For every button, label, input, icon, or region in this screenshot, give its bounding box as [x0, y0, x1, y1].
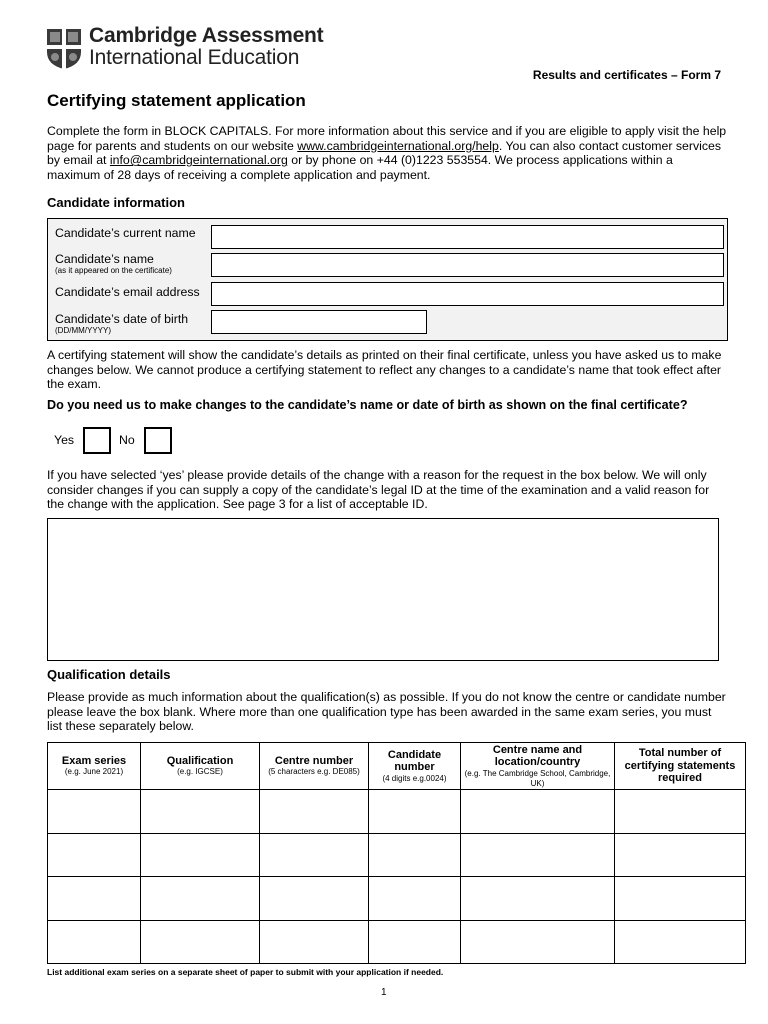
logo-line1: Cambridge Assessment [89, 24, 324, 47]
table-cell[interactable] [141, 790, 260, 834]
table-cell[interactable] [260, 790, 369, 834]
table-cell[interactable] [141, 920, 260, 964]
table-row [48, 790, 746, 834]
certificate-name-field[interactable] [211, 253, 724, 277]
table-cell[interactable] [48, 877, 141, 921]
table-row [48, 833, 746, 877]
table-cell[interactable] [461, 833, 615, 877]
yes-checkbox[interactable] [83, 427, 111, 454]
email-label: Candidate’s email address [55, 285, 200, 299]
table-row [48, 920, 746, 964]
help-link[interactable]: www.cambridgeinternational.org/help [297, 138, 499, 153]
table-cell[interactable] [48, 790, 141, 834]
table-cell[interactable] [615, 790, 746, 834]
candidate-heading: Candidate information [47, 195, 185, 210]
intro-text-1: Complete the form in BLOCK CAPITALS. For more information about this service and if you are eligible to apply visit the help page for parents and students on our website [47, 124, 727, 153]
dob-sublabel: (DD/MM/YYYY) [55, 326, 111, 335]
qualification-table [47, 742, 746, 964]
table-cell[interactable] [369, 920, 461, 964]
table-cell[interactable] [615, 920, 746, 964]
email-field[interactable] [211, 282, 724, 306]
page-title: Certifying statement application [47, 91, 306, 110]
form-reference: Results and certificates – Form 7 [532, 68, 721, 82]
qualification-heading: Qualification details [47, 667, 171, 682]
current-name-field[interactable] [211, 225, 724, 249]
name-label: Candidate’s name [55, 252, 154, 266]
cambridge-shield-icon [46, 28, 82, 70]
table-cell[interactable] [615, 833, 746, 877]
no-label: No [119, 433, 135, 447]
table-cell[interactable] [461, 790, 615, 834]
column-header: Centre name and location/country (e.g. The Cambridge School, Cambridge, UK) [461, 743, 615, 790]
table-cell[interactable] [141, 877, 260, 921]
table-header-row [48, 743, 746, 790]
qualification-note: Please provide as much information about the qualification(s) as possible. If you do not know the centre or candidate number please leave the box blank. Where more than one qualification type has been awarded in the same exam series, you must list these separately below. [47, 690, 726, 734]
table-cell[interactable] [260, 833, 369, 877]
table-cell[interactable] [615, 877, 746, 921]
table-cell[interactable] [461, 877, 615, 921]
change-details-note: If you have selected ‘yes’ please provide details of the change with a reason for the request in the box below. We will only consider changes if you can supply a copy of the candidate’s legal ID at the time of the examination and a valid reason for the change with the application. See page 3 for a list of acceptable ID. [47, 468, 710, 512]
email-link[interactable]: info@cambridgeinternational.org [109, 153, 288, 168]
no-checkbox[interactable] [144, 427, 172, 454]
column-header: Centre number (5 characters e.g. DE085) [260, 743, 369, 790]
table-row [48, 877, 746, 921]
table-cell[interactable] [141, 833, 260, 877]
current-name-label: Candidate’s current name [55, 226, 196, 240]
table-cell[interactable] [461, 920, 615, 964]
yes-label: Yes [54, 433, 75, 447]
change-question: Do you need us to make changes to the candidate’s name or date of birth as shown on the final certificate? [47, 398, 688, 412]
table-cell[interactable] [369, 790, 461, 834]
table-cell[interactable] [48, 920, 141, 964]
table-cell[interactable] [260, 877, 369, 921]
column-header: Qualification (e.g. IGCSE) [141, 743, 260, 790]
intro-paragraph [47, 124, 727, 182]
table-cell[interactable] [369, 877, 461, 921]
intro-text-2: . You can also contact customer services by email at [47, 138, 722, 168]
page-number: 1 [381, 987, 387, 998]
change-reason-textarea[interactable] [47, 518, 719, 661]
table-cell[interactable] [369, 833, 461, 877]
intro-text-3: or by phone on +44 (0)1223 553554. We process applications within a maximum of 28 days of receiving a complete application and payment. [47, 153, 673, 182]
table-cell[interactable] [260, 920, 369, 964]
logo-line2: International Education [89, 46, 300, 69]
table-footnote: List additional exam series on a separate sheet of paper to submit with your application if needed. [47, 967, 444, 977]
statement-note: A certifying statement will show the candidate’s details as printed on their final certificate, unless you have asked us to make changes below. We cannot produce a certifying statement to reflect any changes to a candidate’s name that took effect after the exam. [47, 348, 722, 392]
column-header: Total number of certifying statements required [615, 743, 746, 790]
dob-label: Candidate’s date of birth [55, 312, 189, 326]
column-header: Candidate number (4 digits e.g.0024) [369, 743, 461, 790]
table-cell[interactable] [48, 833, 141, 877]
name-sublabel: (as it appeared on the certificate) [55, 266, 172, 275]
dob-field[interactable] [211, 310, 427, 334]
column-header: Exam series (e.g. June 2021) [48, 743, 141, 790]
